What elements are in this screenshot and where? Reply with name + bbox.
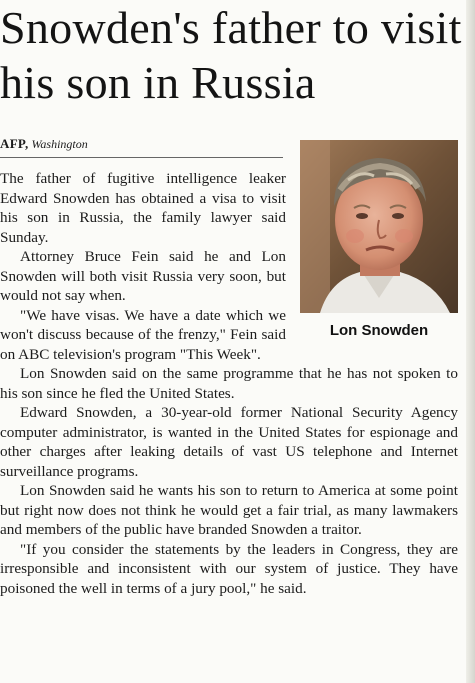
paragraph: The father of fugitive intelligence leaker Edward Snowden has obtained a visa to visit his son in Russia, the family lawyer said Sunday. xyxy=(0,170,286,246)
byline-agency: AFP, xyxy=(0,136,29,151)
byline-rule xyxy=(0,157,283,158)
paragraph: Edward Snowden, a 30-year-old former National Security Agency computer administrator, is wanted in the United States for espionage and other charges after leaking details of vast US telephone and Internet surveillance programs. xyxy=(0,404,458,480)
paragraph: Lon Snowden said on the same programme that he has not spoken to his son since he fled the United States. xyxy=(0,365,458,402)
article-body-narrow xyxy=(0,169,286,364)
article-headline: Snowden's father to visit his son in Russia xyxy=(0,2,462,108)
paragraph: Attorney Bruce Fein said he and Lon Snowden will both visit Russia very soon, but would not say when. xyxy=(0,248,286,304)
photo-caption: Lon Snowden xyxy=(329,322,429,339)
portrait-photo xyxy=(300,140,458,313)
article-body-wide xyxy=(0,364,458,598)
byline-place: Washington xyxy=(31,137,88,151)
page-edge-shadow xyxy=(466,0,475,683)
paragraph: "If you consider the statements by the leaders in Congress, they are irresponsible and inconsistent with our system of justice. They have poisoned the well in terms of a jury pool," he said. xyxy=(0,540,458,597)
paragraph: "We have visas. We have a date which we won't discuss because of the frenzy," Fein said on ABC television's program "This Week". xyxy=(0,306,286,363)
paragraph: Lon Snowden said he wants his son to return to America at some point but right now does not think he would get a fair trial, as many lawmakers and members of the public have branded Snowden a traitor. xyxy=(0,482,458,538)
byline xyxy=(0,136,88,152)
